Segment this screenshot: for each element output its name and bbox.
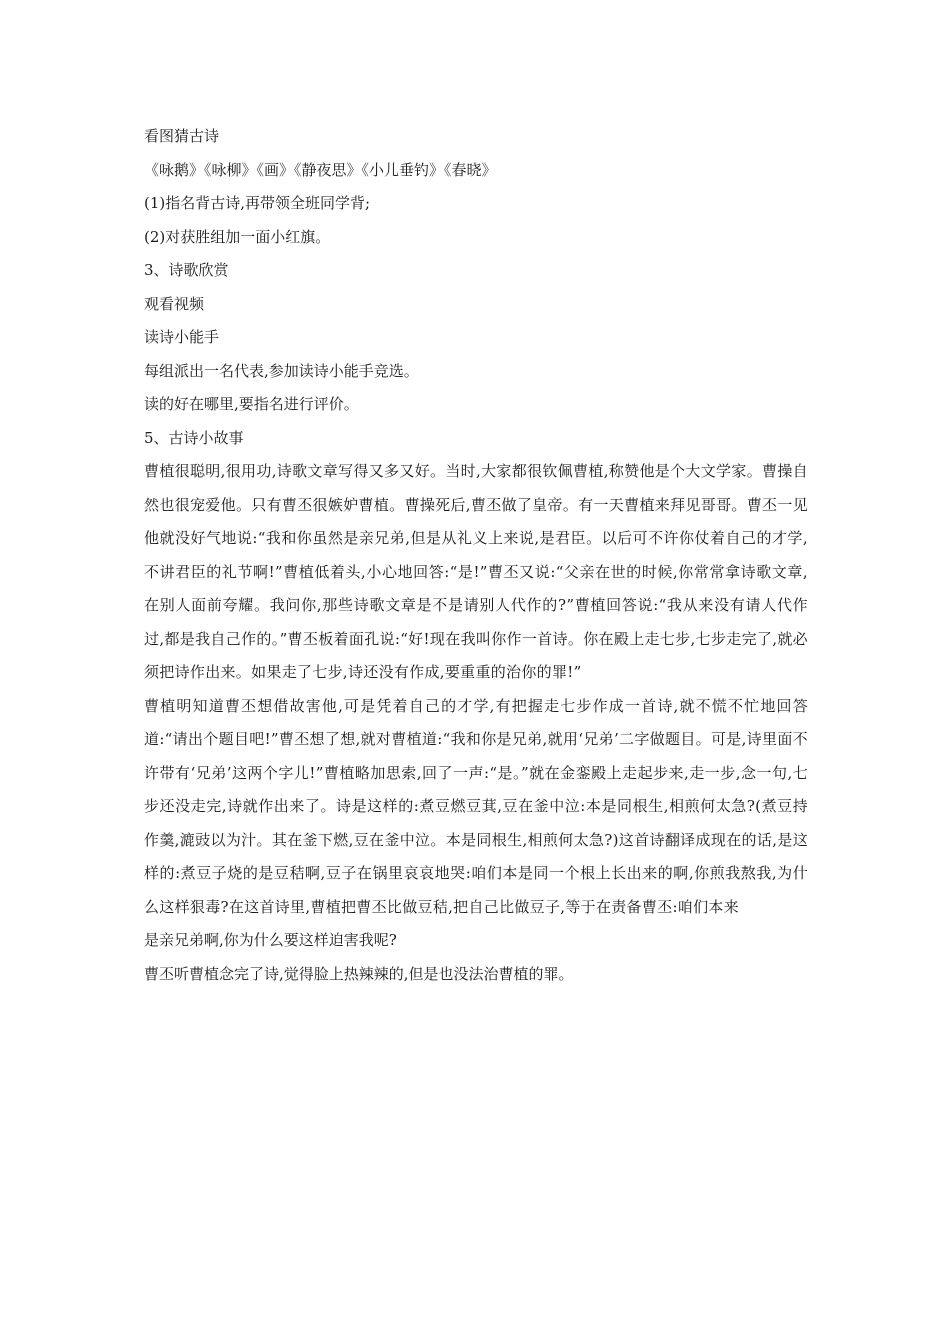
story-paragraph-3: 是亲兄弟啊,你为什么要这样迫害我呢? xyxy=(144,931,397,949)
story-paragraph-4: 曹丕听曹植念完了诗,觉得脸上热辣辣的,但是也没法治曹植的罪。 xyxy=(144,964,574,983)
step-2: (2)对获胜组加一面小红旗。 xyxy=(144,227,331,246)
story-paragraph-1: 曹植很聪明,很用功,诗歌文章写得又多又好。当时,大家都很钦佩曹植,称赞他是个大文学家。曹操自然也很宠爱他。只有曹丕很嫉妒曹植。曹操死后,曹丕做了皇帝。有一天曹植来拜见哥哥。曹丕一见他就没好气地说:“我和你虽然是亲兄弟,但是从礼义上来说,是君臣。以后可不许你仗着自己的才学,不讲君臣的礼节啊!”曹植低着头,小心地回答:“是!”曹丕又说:“父亲在世的时候,你常常拿诗歌文章,在别人面前夸耀。我问你,那些诗歌文章是不是请别人代作的?”曹植回答说:“我从来没有请人代作过,都是我自己作的。”曹丕板着面孔说:“好!现在我叫你作一首诗。你在殿上走七步,七步走完了,就必须把诗作出来。如果走了七步,诗还没有作成,要重重的治你的罪!” xyxy=(144,462,808,681)
section-3-heading: 3、诗歌欣赏 xyxy=(144,261,229,279)
watch-video: 观看视频 xyxy=(144,294,205,313)
section-5-heading: 5、古诗小故事 xyxy=(144,428,244,447)
reading-evaluation: 读的好在哪里,要指名进行评价。 xyxy=(144,395,359,413)
document-page xyxy=(144,120,808,991)
poem-title-list: 《咏鹅》《咏柳》《画》《静夜思》《小儿垂钓》《春晓》 xyxy=(144,160,497,179)
story-paragraph-2: 曹植明知道曹丕想借故害他,可是凭着自己的才学,有把握走七步作成一首诗,就不慌不忙地回答道:“请出个题目吧!”曹丕想了想,就对曹植道:“我和你是兄弟,就用‘兄弟’二字做题目。可是,诗里面不许带有‘兄弟’这两个字儿!”曹植略加思索,回了一声:“是。”就在金銮殿上走起步来,走一步,念一句,七步还没走完,诗就作出来了。诗是这样的:煮豆燃豆萁,豆在釜中泣:本是同根生,相煎何太急?(煮豆持作羹,漉豉以为汁。其在釜下燃,豆在釜中泣。本是同根生,相煎何太急?)这首诗翻译成现在的话,是这样的:煮豆子烧的是豆秸啊,豆子在锅里哀哀地哭:咱们本是同一个根上长出来的啊,你煎我熬我,为什么这样狠毒?在这首诗里,曹植把曹丕比做豆秸,把自己比做豆子,等于在责备曹丕:咱们本来 xyxy=(144,696,808,916)
reading-contest-heading: 读诗小能手 xyxy=(144,328,220,346)
heading-guess-poem: 看图猜古诗 xyxy=(144,127,220,145)
reading-contest-instruction: 每组派出一名代表,参加读诗小能手竞选。 xyxy=(144,361,419,380)
step-1: (1)指名背古诗,再带领全班同学背; xyxy=(144,194,371,212)
